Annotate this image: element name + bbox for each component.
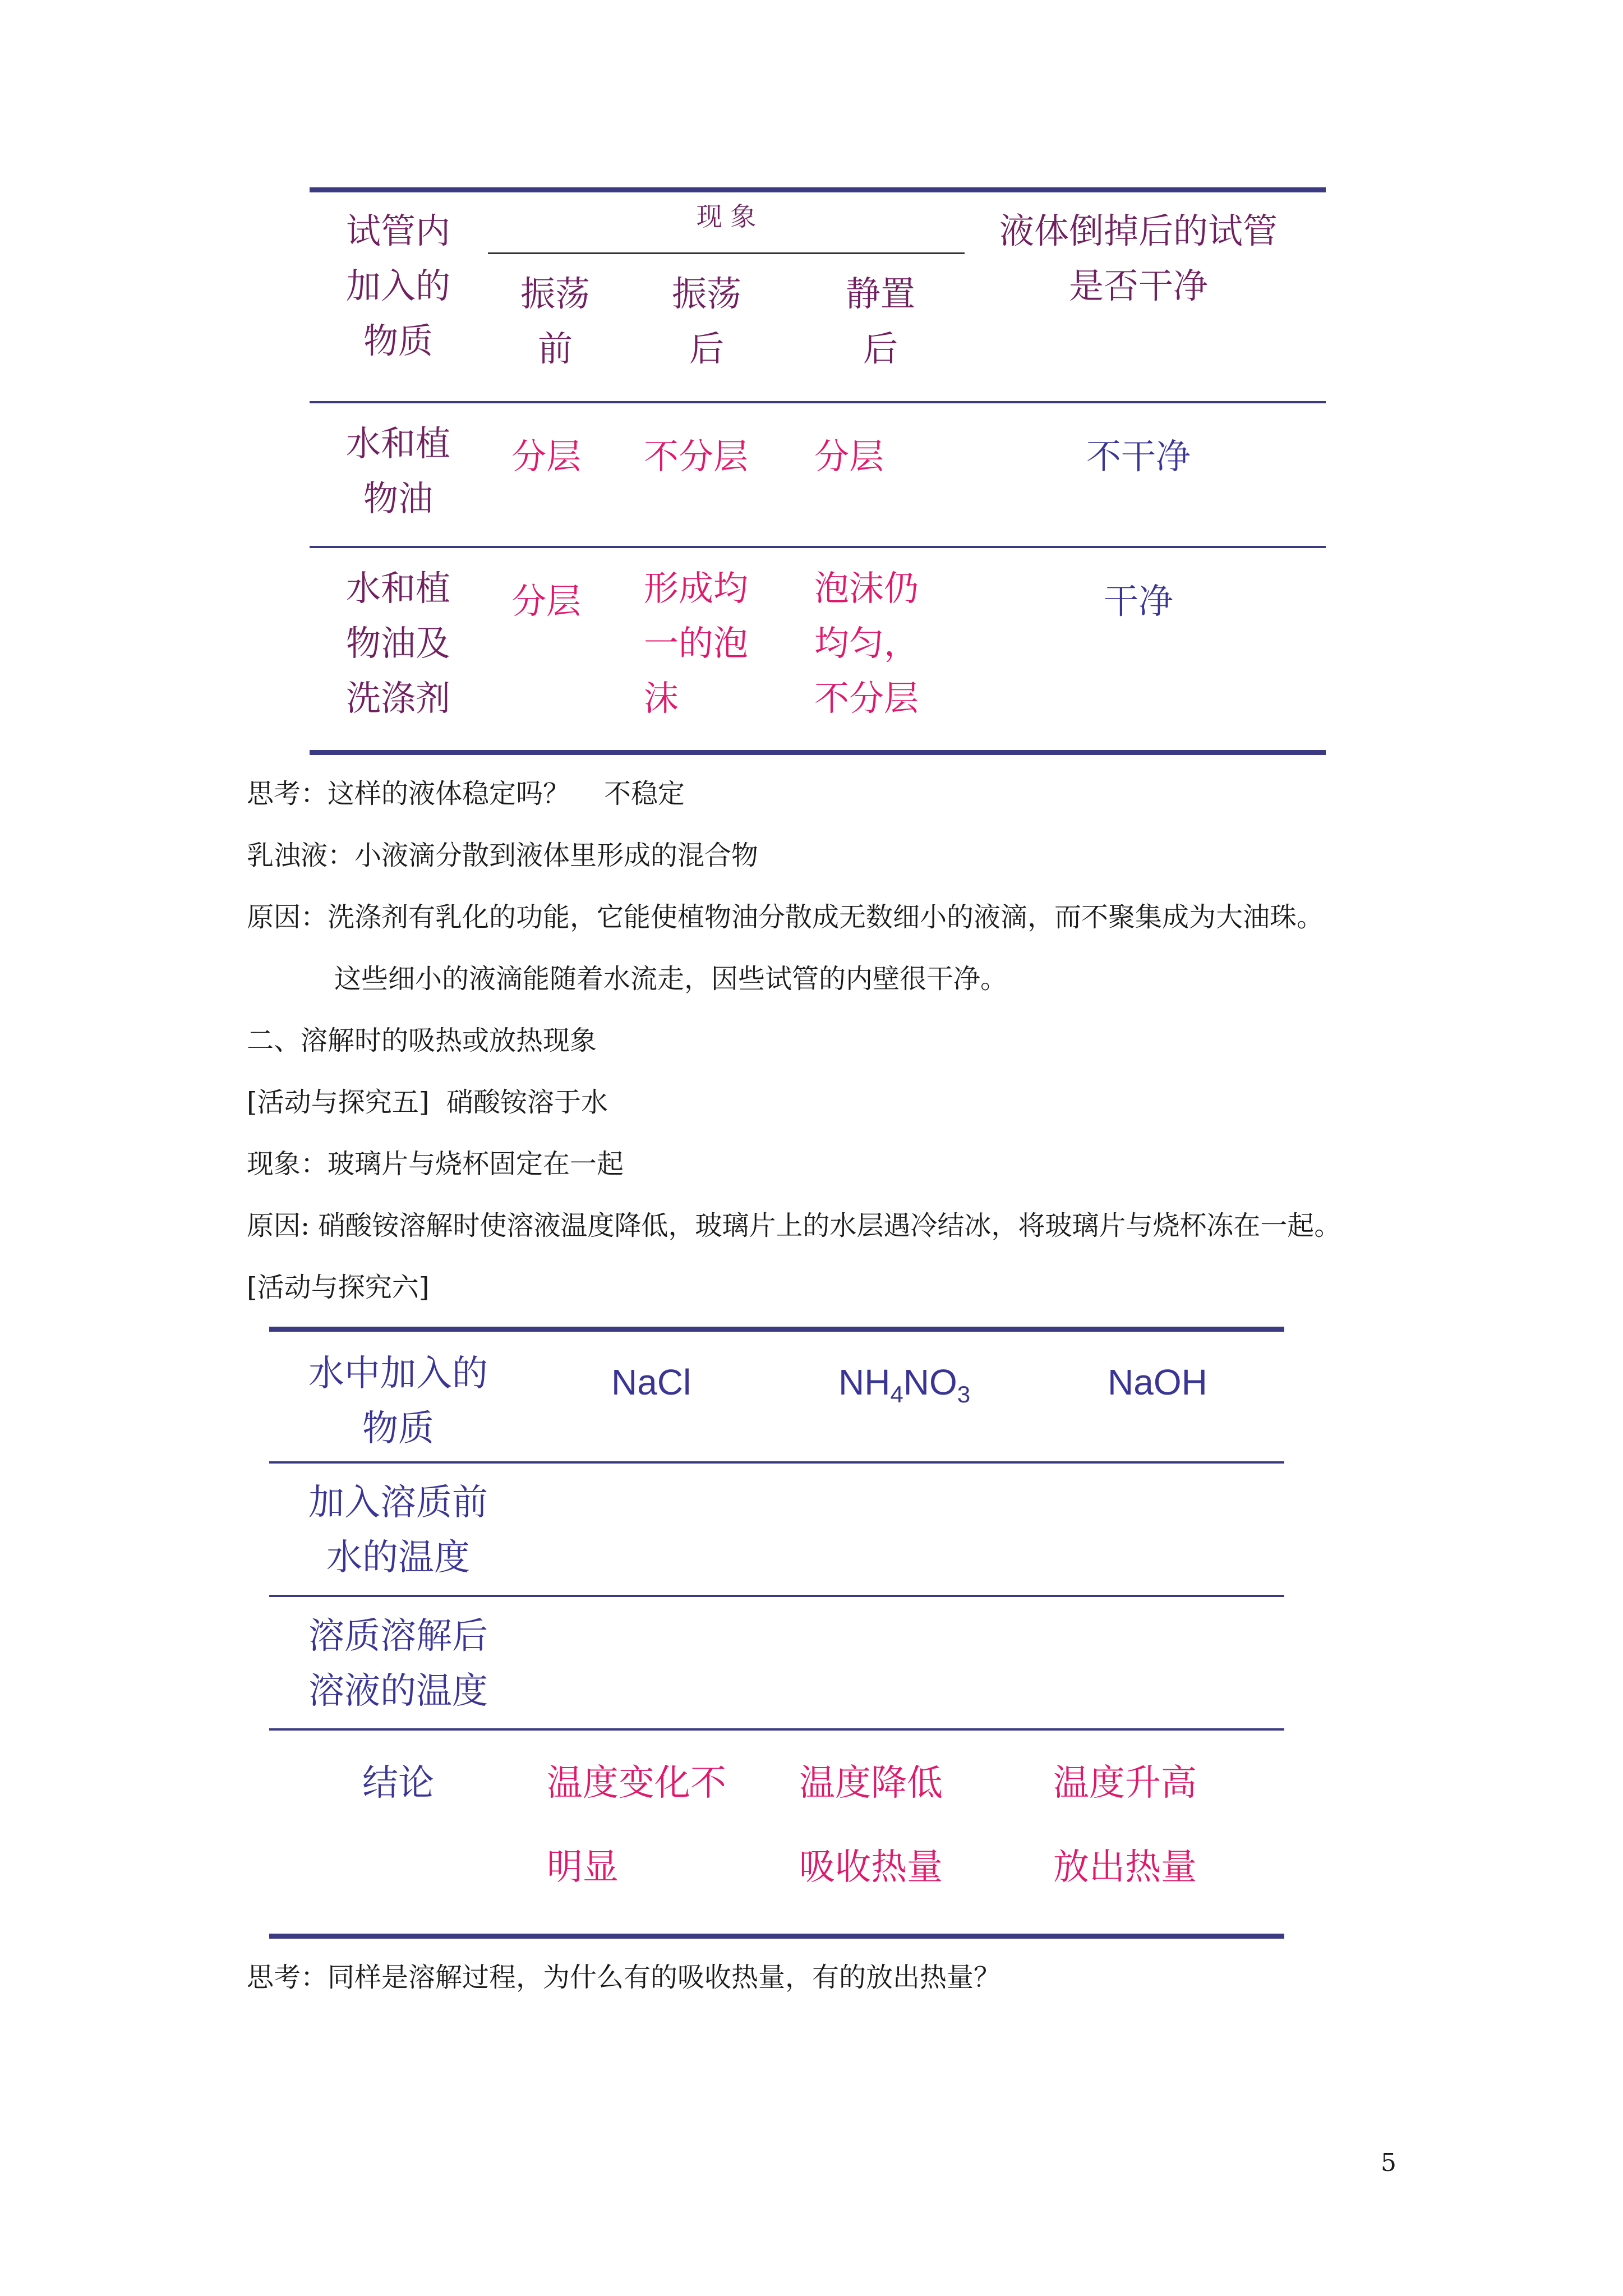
table1-row2-after-still: 泡沫仍 均匀， 不分层 [814,568,919,719]
table1-bottom-rule [310,750,1326,755]
table2-label-temp-after: 溶质溶解后 溶液的温度 [308,1616,488,1712]
table1-row1-after-shake: 不分层 [644,436,749,477]
table1-row1-after-still: 分层 [814,436,884,477]
table2-top-rule [269,1327,1284,1332]
page-number: 5 [1381,2148,1396,2177]
table1-row1-clean: 不干净 [1086,436,1191,477]
table1-row2-after-shake: 形成均 一的泡 沫 [644,568,749,719]
table2-conclusion-nacl-line2: 明显 [547,1847,619,1888]
table1-row2-clean: 干净 [1103,581,1173,622]
table2-bottom-rule [269,1934,1284,1939]
table1-row1-substance: 水和植 物油 [345,423,450,519]
table1-header-substance: 试管内 加入的 物质 [345,210,450,361]
table1-row2-substance: 水和植 物油及 洗涤剂 [345,568,450,719]
table2-compound-naoh: NaOH [1108,1362,1207,1402]
activity-six-title: [活动与探究六] [247,1272,430,1303]
table2-conclusion-naoh-line1: 温度升高 [1053,1763,1197,1804]
table2-label-substance: 水中加入的 物质 [308,1353,488,1450]
table2-conclusion-nacl-line1: 温度变化不 [547,1763,726,1804]
paragraph-reason-freeze: 原因: 硝酸铵溶解时使溶液温度降低，玻璃片上的水层遇冷结冰，将玻璃片与烧杯冻在一起。 [247,1210,1341,1241]
table2-conclusion-nh4no3-line2: 吸收热量 [799,1847,943,1888]
table2-compound-nh4no3: $NH_4NO_3$ [838,1362,971,1407]
table2-conclusion-naoh-line2: 放出热量 [1053,1847,1197,1888]
table1-row2-before-shake: 分层 [511,581,582,622]
table2-compound-nacl: NaCl [611,1362,691,1402]
section-heading-heat: 二、溶解时的吸热或放热现象 [247,1025,597,1056]
table1-header-after-shake: 振荡 后 [671,273,741,369]
table1-header-after-still: 静置 后 [845,273,915,369]
paragraph-think-heat: 思考：同样是溶解过程，为什么有的吸收热量，有的放出热量？ [247,1962,1001,1993]
table1-header-clean-question: 液体倒掉后的试管 是否干净 [999,210,1278,306]
table1-row-rule [310,546,1326,548]
activity-five-title: [活动与探究五] 硝酸铵溶于水 [247,1087,608,1118]
table2-label-conclusion: 结论 [362,1763,434,1804]
table2-conclusion-nh4no3-line1: 温度降低 [799,1763,943,1804]
table1-phenomenon-underline [488,252,965,254]
table2-rule-1 [269,1461,1284,1464]
paragraph-reason-emulsify: 原因：洗涤剂有乳化的功能，它能使植物油分散成无数细小的液滴，而不聚集成为大油珠。 [247,901,1324,933]
table1-header-before-shake: 振荡 前 [520,273,590,369]
paragraph-think-stable: 思考：这样的液体稳定吗？ 不稳定 [247,778,685,809]
table2-rule-3 [269,1728,1284,1731]
table2-rule-2 [269,1595,1284,1597]
table1-header-phenomenon: 现 象 [696,201,757,232]
paragraph-reason-continued: 这些细小的液滴能随着水流走，因些试管的内壁很干净。 [334,963,1008,995]
table1-header-rule [310,401,1326,403]
table2-label-temp-before: 加入溶质前 水的温度 [308,1482,488,1579]
table1-row1-before-shake: 分层 [511,436,582,477]
paragraph-phenomenon-glass: 现象：玻璃片与烧杯固定在一起 [247,1148,624,1180]
paragraph-emulsion-definition: 乳浊液：小液滴分散到液体里形成的混合物 [247,840,759,871]
table1-top-rule [310,187,1326,192]
